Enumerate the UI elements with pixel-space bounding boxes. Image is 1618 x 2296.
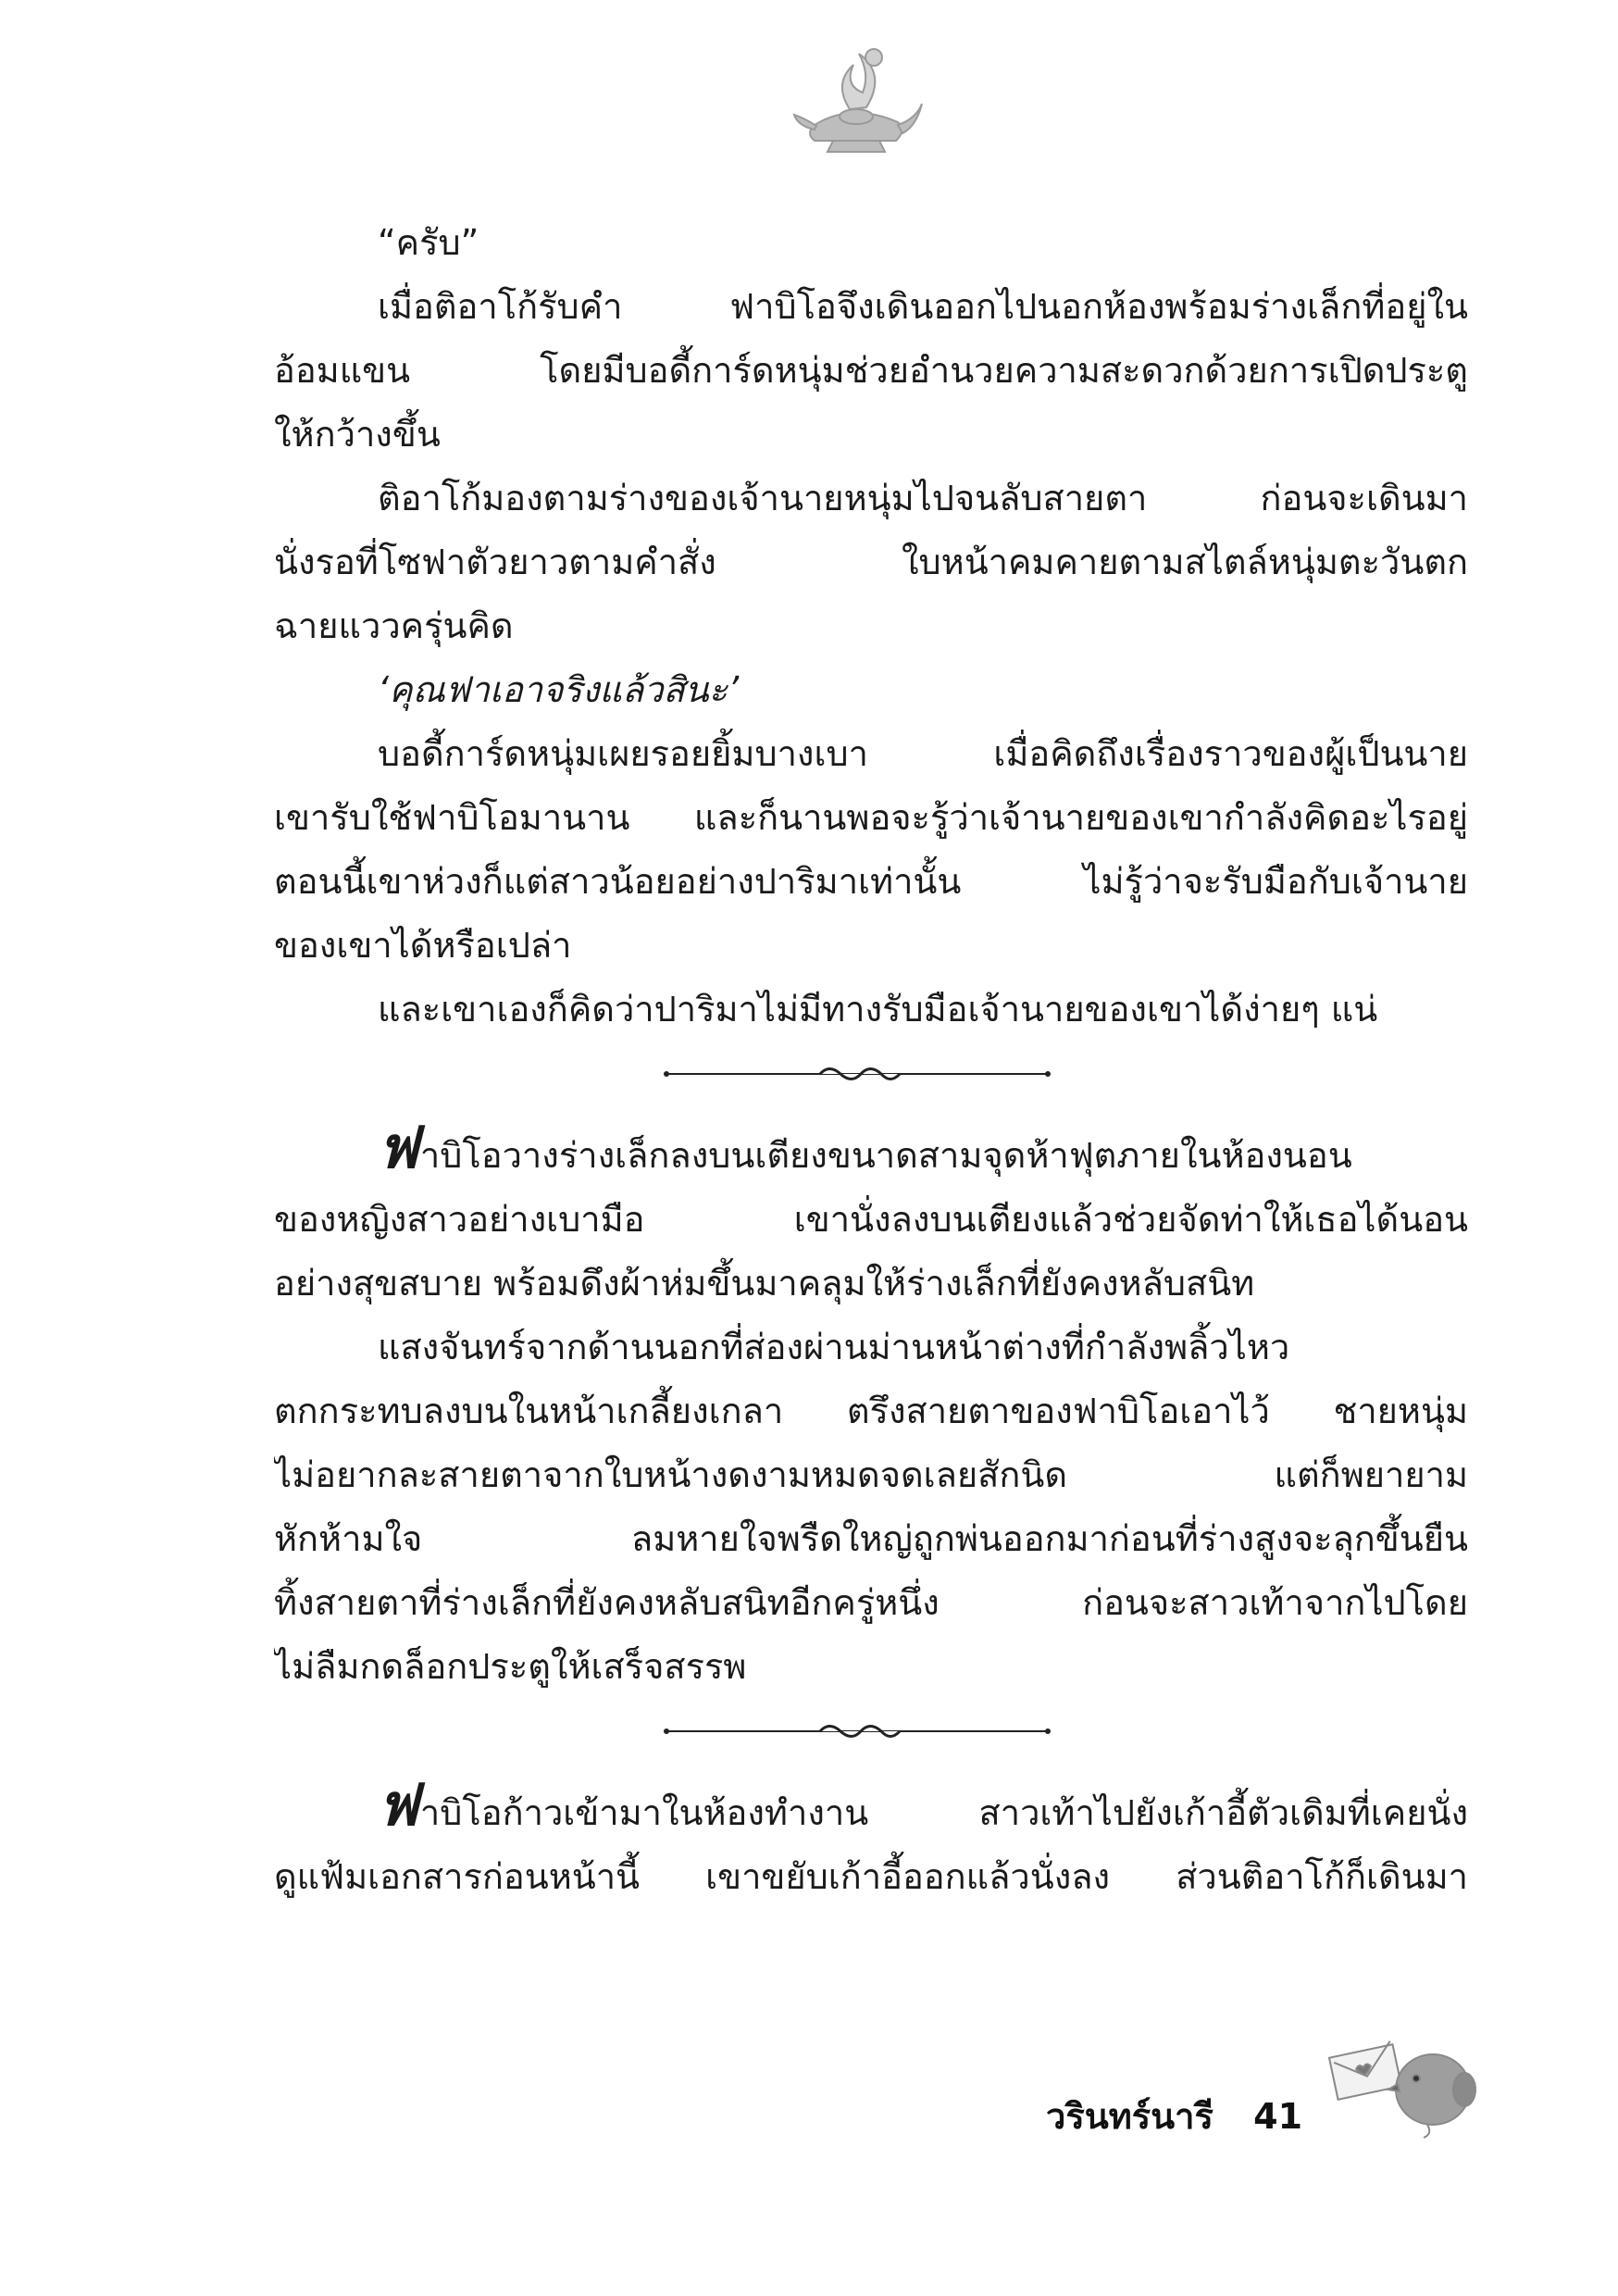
page-number: 41: [1253, 2096, 1303, 2137]
text-line: อ้อมแขน โดยมีบอดี้การ์ดหนุ่มช่วยอำนวยความสะดวกด้วยการเปิดประตู: [274, 350, 1468, 391]
text-line: เขารับใช้ฟาบิโอมานาน และก็นานพอจะรู้ว่าเจ้านายของเขากำลังคิดอะไรอยู่: [274, 797, 1468, 838]
book-title: วรินทร์นารี: [1046, 2096, 1214, 2137]
genie-lamp-icon: [778, 37, 926, 176]
text-line: อย่างสุขสบาย พร้อมดึงผ้าห่มขึ้นมาคลุมให้ร่างเล็กที่ยังคงหลับสนิท: [274, 1263, 1255, 1304]
text-line: แสงจันทร์จากด้านนอกที่ส่องผ่านม่านหน้าต่างที่กำลังพลิ้วไหว: [378, 1327, 1290, 1367]
text-line: ของหญิงสาวอย่างเบามือ เขานั่งลงบนเตียงแล้วช่วยจัดท่าให้เธอได้นอน: [274, 1199, 1468, 1240]
text-line: ไม่ลืมกดล็อกประตูให้เสร็จสรรพ: [274, 1646, 747, 1687]
page-footer: [1046, 2088, 1302, 2144]
text-line: นั่งรอที่โซฟาตัวยาวตามคำสั่ง ใบหน้าคมคายตามสไตล์หนุ่มตะวันตก: [274, 542, 1468, 582]
flourish-divider-icon: [663, 1717, 1052, 1745]
text-line: ตกกระทบลงบนในหน้าเกลี้ยงเกลา ตรึงสายตาของฟาบิโอเอาไว้ ชายหนุ่ม: [274, 1391, 1468, 1431]
text-line: ฉายแววครุ่นคิด: [274, 605, 514, 646]
section-divider: [274, 1042, 1468, 1105]
text-line-with-dropcap: [274, 1781, 1468, 1845]
italic-thought-line: ‘คุณฟาเอาจริงแล้วสินะ’: [378, 669, 740, 710]
text-line: าบิโอก้าวเข้ามาในห้องทำงาน สาวเท้าไปยังเก้าอี้ตัวเดิมที่เคยนั่ง: [419, 1792, 1468, 1833]
text-line-with-dropcap: [274, 1124, 1468, 1188]
text-line: ตอนนี้เขาห่วงก็แต่สาวน้อยอย่างปาริมาเท่านั้น ไม่รู้ว่าจะรับมือกับเจ้านาย: [274, 861, 1468, 902]
text-line: ทิ้งสายตาที่ร่างเล็กที่ยังคงหลับสนิทอีกครู่หนึ่ง ก่อนจะสาวเท้าจากไปโดย: [274, 1582, 1468, 1623]
text-line: ให้กว้างขึ้น: [274, 414, 441, 455]
text-line: าบิโอวางร่างเล็กลงบนเตียงขนาดสามจุดห้าฟุตภายในห้องนอน: [419, 1135, 1352, 1176]
text-line: ไม่อยากละสายตาจากใบหน้างดงามหมดจดเลยสักนิด แต่ก็พยายาม: [274, 1454, 1468, 1495]
bird-with-letter-icon: [1324, 2032, 1481, 2143]
body-text: [274, 211, 1468, 1909]
section-divider: [274, 1699, 1468, 1763]
text-line: บอดี้การ์ดหนุ่มเผยรอยยิ้มบางเบา เมื่อคิดถึงเรื่องราวของผู้เป็นนาย: [378, 733, 1468, 774]
text-line: ของเขาได้หรือเปล่า: [274, 925, 572, 966]
text-line: “ครับ”: [378, 222, 479, 263]
text-line: ติอาโก้มองตามร่างของเจ้านายหนุ่มไปจนลับสายตา ก่อนจะเดินมา: [378, 478, 1468, 518]
text-line: ดูแฟ้มเอกสารก่อนหน้านี้ เขาขยับเก้าอี้ออกแล้วนั่งลง ส่วนติอาโก้ก็เดินมา: [274, 1856, 1468, 1897]
dropcap: ฟ: [378, 1124, 418, 1181]
text-line: และเขาเองก็คิดว่าปาริมาไม่มีทางรับมือเจ้านายของเขาได้ง่ายๆ แน่: [378, 989, 1378, 1029]
flourish-divider-icon: [663, 1060, 1052, 1088]
text-line: หักห้ามใจ ลมหายใจพรืดใหญ่ถูกพ่นออกมาก่อนที่ร่างสูงจะลุกขึ้นยืน: [274, 1518, 1468, 1559]
text-line: เมื่อติอาโก้รับคำ ฟาบิโอจึงเดินออกไปนอกห้องพร้อมร่างเล็กที่อยู่ใน: [378, 286, 1468, 327]
dropcap: ฟ: [378, 1781, 418, 1839]
